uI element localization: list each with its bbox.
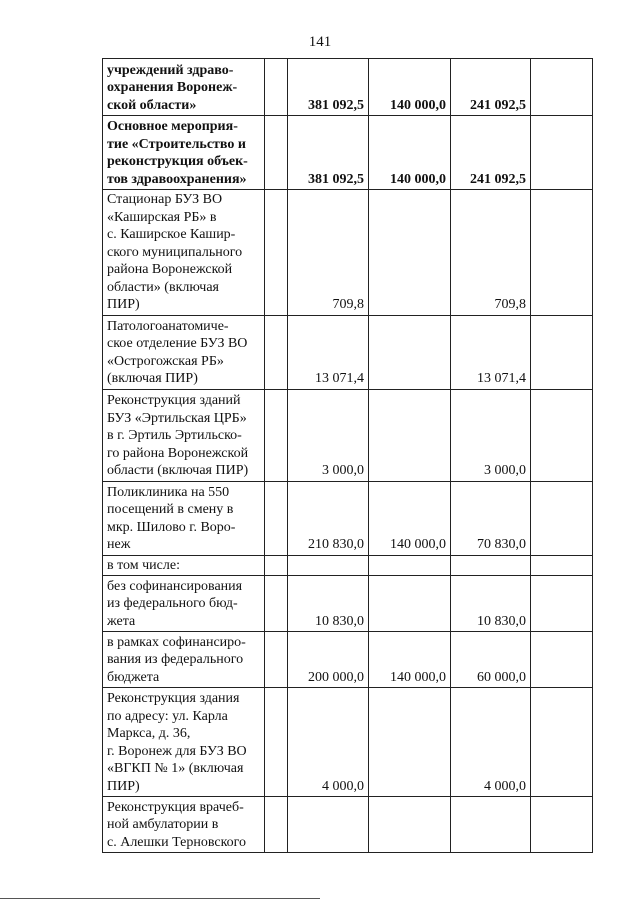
row-name-cell: учреждений здраво- охранения Воронеж- ской области» <box>103 59 265 116</box>
col5-cell <box>531 389 593 481</box>
col5-cell <box>531 59 593 116</box>
total-cell <box>288 797 369 853</box>
federal-cell: 140 000,0 <box>369 481 451 555</box>
federal-cell <box>369 190 451 316</box>
regional-cell: 13 071,4 <box>451 315 531 389</box>
col5-cell <box>531 632 593 688</box>
regional-cell: 60 000,0 <box>451 632 531 688</box>
table-row <box>103 797 593 853</box>
table-row <box>103 632 593 688</box>
federal-cell <box>369 797 451 853</box>
budget-table <box>102 58 593 853</box>
col1-cell <box>265 688 288 797</box>
row-name-cell: Стационар БУЗ ВО «Каширская РБ» в с. Каширское Кашир- ского муниципального района Воронежской области» (включая ПИР) <box>103 190 265 316</box>
col1-cell <box>265 116 288 190</box>
row-name-cell: Основное мероприя- тие «Строительство и реконструкция объек- тов здравоохранения» <box>103 116 265 190</box>
regional-cell: 4 000,0 <box>451 688 531 797</box>
regional-cell: 241 092,5 <box>451 116 531 190</box>
col5-cell <box>531 555 593 576</box>
row-name-cell: без софинансирования из федерального бюд- жета <box>103 576 265 632</box>
federal-cell <box>369 389 451 481</box>
row-name-cell: Поликлиника на 550 посещений в смену в мкр. Шилово г. Воро- неж <box>103 481 265 555</box>
footer-divider <box>0 898 320 899</box>
row-name-cell: Реконструкция зданий БУЗ «Эртильская ЦРБ» в г. Эртиль Эртильско- го района Воронежской области (включая ПИР) <box>103 389 265 481</box>
col5-cell <box>531 797 593 853</box>
row-name-cell: Патологоанатомиче- ское отделение БУЗ ВО «Острогожская РБ» (включая ПИР) <box>103 315 265 389</box>
row-name-cell: в том числе: <box>103 555 265 576</box>
federal-cell: 140 000,0 <box>369 59 451 116</box>
table-row <box>103 576 593 632</box>
table-row <box>103 190 593 316</box>
col1-cell <box>265 576 288 632</box>
col1-cell <box>265 59 288 116</box>
total-cell: 10 830,0 <box>288 576 369 632</box>
row-name-cell: Реконструкция здания по адресу: ул. Карла Маркса, д. 36, г. Воронеж для БУЗ ВО «ВГКП № 1» (включая ПИР) <box>103 688 265 797</box>
table-row <box>103 555 593 576</box>
col5-cell <box>531 688 593 797</box>
regional-cell <box>451 555 531 576</box>
col5-cell <box>531 576 593 632</box>
table-row <box>103 116 593 190</box>
federal-cell <box>369 315 451 389</box>
table-row <box>103 315 593 389</box>
col5-cell <box>531 481 593 555</box>
total-cell: 3 000,0 <box>288 389 369 481</box>
regional-cell: 10 830,0 <box>451 576 531 632</box>
col1-cell <box>265 190 288 316</box>
page-number: 141 <box>308 34 332 50</box>
federal-cell: 140 000,0 <box>369 632 451 688</box>
federal-cell <box>369 555 451 576</box>
col1-cell <box>265 315 288 389</box>
col1-cell <box>265 389 288 481</box>
col1-cell <box>265 481 288 555</box>
row-name-cell: в рамках софинансиро- вания из федерального бюджета <box>103 632 265 688</box>
federal-cell: 140 000,0 <box>369 116 451 190</box>
regional-cell <box>451 797 531 853</box>
col5-cell <box>531 315 593 389</box>
total-cell: 200 000,0 <box>288 632 369 688</box>
row-name-cell: Реконструкция врачеб- ной амбулатории в с. Алешки Терновского <box>103 797 265 853</box>
regional-cell: 3 000,0 <box>451 389 531 481</box>
table-row <box>103 389 593 481</box>
total-cell: 4 000,0 <box>288 688 369 797</box>
col1-cell <box>265 555 288 576</box>
total-cell: 210 830,0 <box>288 481 369 555</box>
table-row <box>103 688 593 797</box>
col5-cell <box>531 116 593 190</box>
total-cell: 381 092,5 <box>288 59 369 116</box>
table-row <box>103 59 593 116</box>
col5-cell <box>531 190 593 316</box>
total-cell: 381 092,5 <box>288 116 369 190</box>
total-cell: 13 071,4 <box>288 315 369 389</box>
regional-cell: 709,8 <box>451 190 531 316</box>
regional-cell: 70 830,0 <box>451 481 531 555</box>
federal-cell <box>369 688 451 797</box>
col1-cell <box>265 632 288 688</box>
total-cell: 709,8 <box>288 190 369 316</box>
regional-cell: 241 092,5 <box>451 59 531 116</box>
federal-cell <box>369 576 451 632</box>
col1-cell <box>265 797 288 853</box>
table-row <box>103 481 593 555</box>
total-cell <box>288 555 369 576</box>
